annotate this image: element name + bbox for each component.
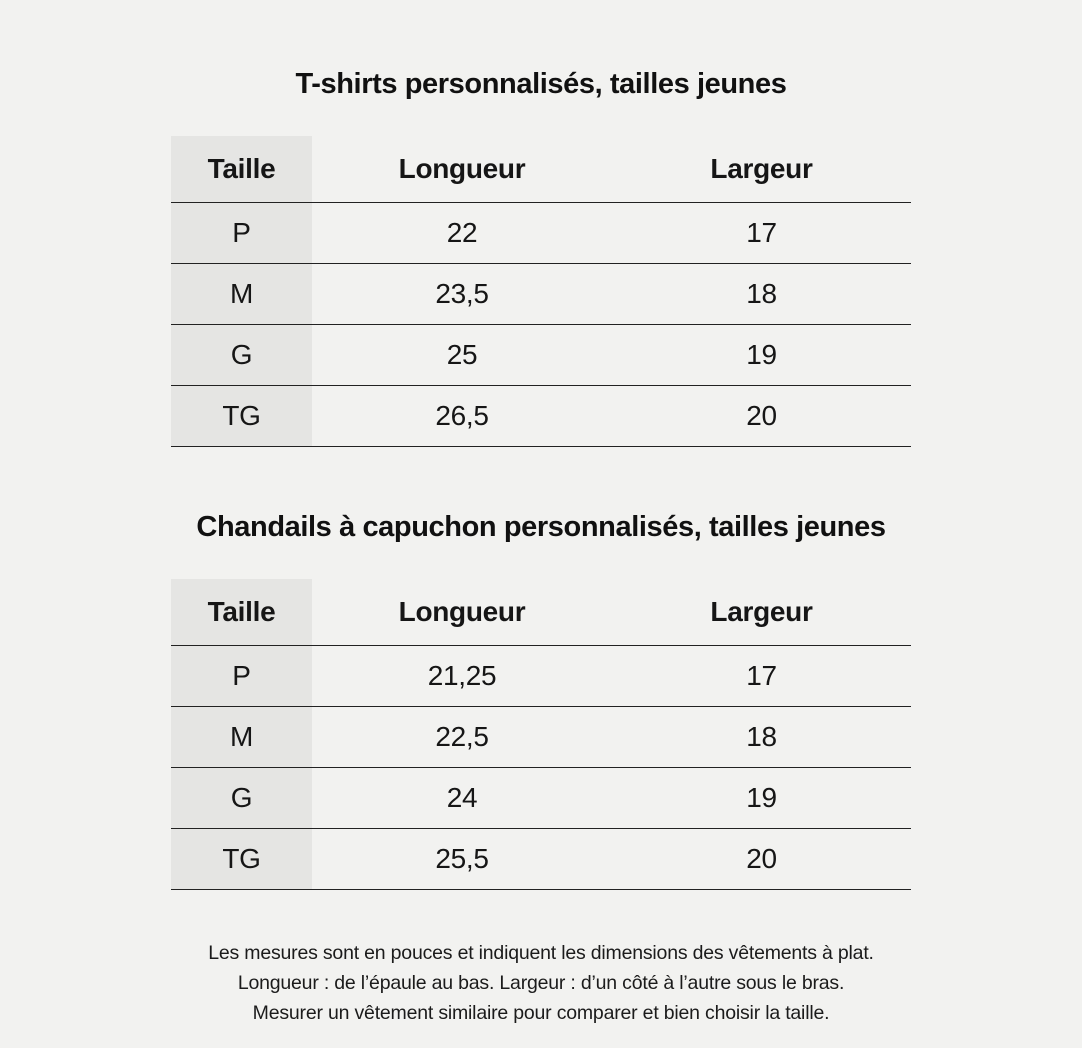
column-header-largeur: Largeur [710,153,813,184]
table-row [171,264,911,325]
measurement-footnote [0,938,1082,1028]
length-cell: 24 [446,782,478,813]
footnote-line: Mesurer un vêtement similaire pour comparer et bien choisir la taille. [252,1002,830,1024]
width-cell: 19 [746,782,777,813]
length-cell: 26,5 [435,400,489,431]
length-cell: 21,25 [427,660,497,691]
table-row [171,386,911,447]
length-cell: 22,5 [435,721,489,752]
size-cell: G [171,325,312,386]
column-header-largeur: Largeur [710,596,813,627]
footnote-line: Les mesures sont en pouces et indiquent les dimensions des vêtements à plat. [208,942,874,964]
width-cell: 18 [746,721,777,752]
size-cell: M [171,707,312,768]
table-row [171,707,911,768]
width-cell: 20 [746,400,777,431]
width-cell: 17 [746,660,777,691]
column-header-longueur: Longueur [398,596,526,627]
table-header-row [171,579,911,646]
width-cell: 18 [746,278,777,309]
tshirt-chart-title: T-shirts personnalisés, tailles jeunes [295,68,787,100]
width-cell: 17 [746,217,777,248]
width-cell: 20 [746,843,777,874]
length-cell: 25 [446,339,478,370]
table-row [171,829,911,890]
column-header-taille: Taille [171,579,312,646]
tshirt-size-table [171,136,911,447]
column-header-longueur: Longueur [398,153,526,184]
table-row [171,646,911,707]
size-cell: G [171,768,312,829]
width-cell: 19 [746,339,777,370]
footnote-line: Longueur : de l’épaule au bas. Largeur : d’un côté à l’autre sous le bras. [237,972,845,994]
size-cell: TG [171,829,312,890]
table-row [171,768,911,829]
size-cell: P [171,646,312,707]
hoodie-chart-title: Chandails à capuchon personnalisés, tailles jeunes [196,511,886,543]
length-cell: 25,5 [435,843,489,874]
length-cell: 22 [446,217,478,248]
size-cell: TG [171,386,312,447]
table-row [171,325,911,386]
column-header-taille: Taille [171,136,312,203]
hoodie-size-table [171,579,911,890]
size-cell: M [171,264,312,325]
size-cell: P [171,203,312,264]
table-row [171,203,911,264]
length-cell: 23,5 [435,278,489,309]
table-header-row [171,136,911,203]
